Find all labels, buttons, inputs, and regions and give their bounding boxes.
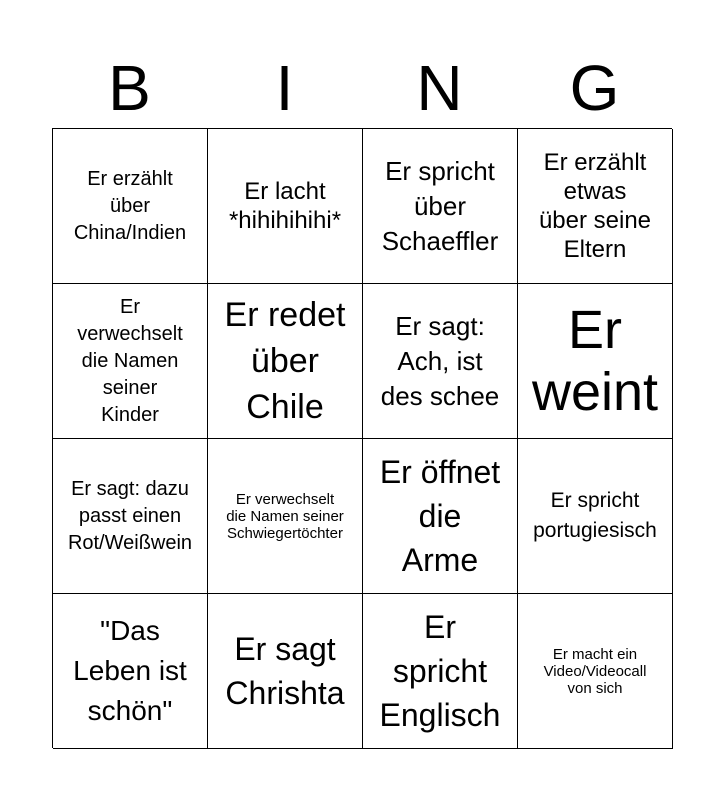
cell-text: Er redet über Chile [224, 296, 346, 426]
bingo-cell[interactable] [363, 439, 518, 594]
bingo-cell[interactable] [53, 284, 208, 439]
bingo-cell[interactable] [208, 129, 363, 284]
bingo-header [52, 48, 672, 128]
header-letter-g: G [569, 52, 620, 124]
header-letter-i: I [275, 52, 294, 124]
header-letter-n: N [416, 52, 463, 124]
bingo-cell[interactable] [53, 439, 208, 594]
cell-text: Er macht ein Video/Videocall von sich [543, 645, 647, 697]
bingo-cell[interactable] [363, 594, 518, 749]
cell-text: Er sagt Chrishta [225, 631, 345, 711]
cell-text: Er spricht portugiesisch [533, 489, 657, 542]
cell-text: Er verwechselt die Namen seiner Kinder [77, 295, 183, 426]
cell-text: Er spricht Englisch [379, 609, 501, 733]
bingo-cell[interactable] [518, 594, 673, 749]
bingo-cell[interactable] [53, 129, 208, 284]
cell-text: Er sagt: Ach, ist des schee [380, 310, 500, 411]
bingo-cell[interactable] [208, 594, 363, 749]
cell-text: Er verwechselt die Namen seiner Schwiegertöchter [226, 490, 344, 542]
bingo-cell[interactable] [208, 284, 363, 439]
bingo-cell[interactable] [208, 439, 363, 594]
cell-text: Er erzählt über China/Indien [73, 167, 187, 244]
cell-text: Er spricht über Schaeffler [381, 155, 499, 256]
cell-text: Er sagt: dazu passt einen Rot/Weißwein [67, 477, 193, 554]
cell-text: "Das Leben ist schön" [73, 615, 187, 726]
header-letter-b: B [108, 52, 151, 124]
bingo-cell[interactable] [518, 129, 673, 284]
cell-text: Er erzählt etwas über seine Eltern [538, 149, 652, 263]
cell-text: Er öffnet die Arme [379, 454, 501, 578]
bingo-grid [52, 128, 672, 748]
bingo-cell[interactable] [518, 284, 673, 439]
bingo-cell[interactable] [363, 129, 518, 284]
bingo-cell[interactable] [518, 439, 673, 594]
bingo-cell[interactable] [363, 284, 518, 439]
bingo-cell[interactable] [53, 594, 208, 749]
cell-text: Er weint [531, 300, 659, 422]
cell-text: Er lacht *hihihihihi* [228, 178, 342, 234]
